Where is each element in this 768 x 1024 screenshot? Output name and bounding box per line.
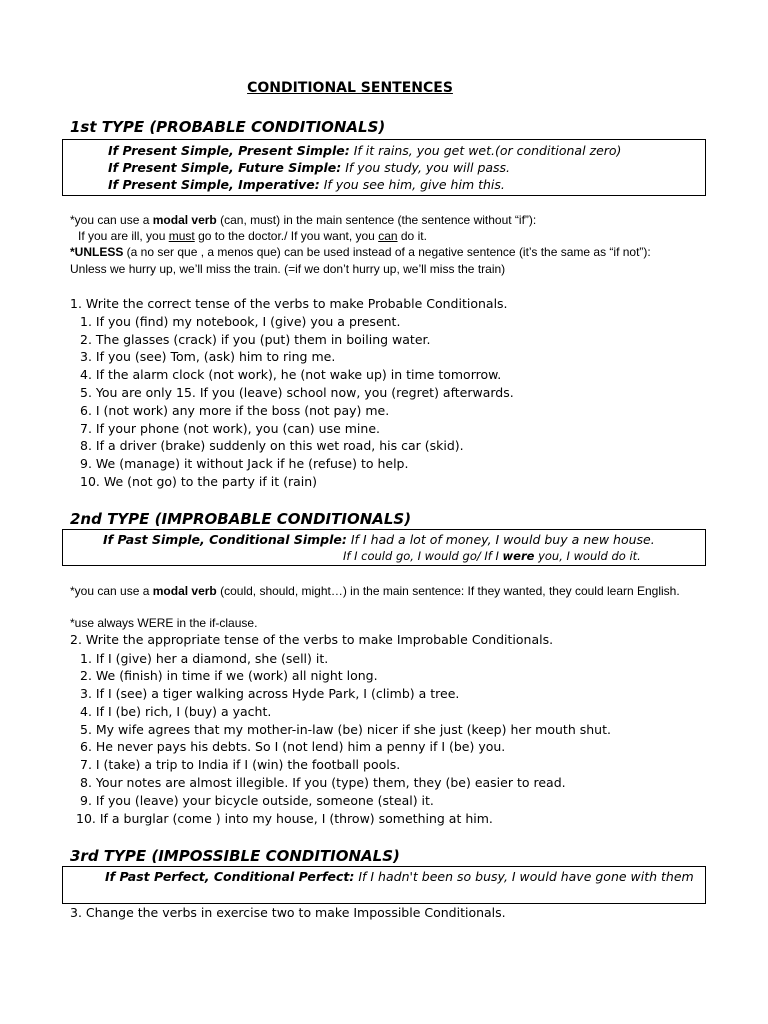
type3-heading: 3rd TYPE (IMPOSSIBLE CONDITIONALS) [70,847,400,865]
exercise-1-item: 6. I (not work) any more if the boss (not pay) me. [80,403,390,418]
exercise-2-item: 8. Your notes are almost illegible. If you (type) them, they (be) easier to read. [80,775,566,790]
type2-heading: 2nd TYPE (IMPROBABLE CONDITIONALS) [70,510,412,528]
exercise-2-item: 3. If I (see) a tiger walking across Hyde Park, I (climb) a tree. [80,686,460,701]
type3-rule: If Past Perfect, Conditional Perfect: If I hadn't been so busy, I would have gone with them [105,869,694,884]
exercise-1-item: 8. If a driver (brake) suddenly on this wet road, his car (skid). [80,438,464,453]
exercise-3-title: 3. Change the verbs in exercise two to make Impossible Conditionals. [70,905,506,920]
type1-heading: 1st TYPE (PROBABLE CONDITIONALS) [70,118,386,136]
exercise-1-item: 3. If you (see) Tom, (ask) him to ring me. [80,349,336,364]
type1-unless-note: *UNLESS (a no ser que , a menos que) can be used instead of a negative sentence (it’s the same as “if not”): [70,245,651,259]
exercise-2-item: 1. If I (give) her a diamond, she (sell) it. [80,651,329,666]
type1-rule-box [62,139,706,196]
exercise-1-title: 1. Write the correct tense of the verbs to make Probable Conditionals. [70,296,508,311]
exercise-1-item: 7. If your phone (not work), you (can) use mine. [80,421,380,436]
type2-rule: If Past Simple, Conditional Simple: If I had a lot of money, I would buy a new house. [103,532,655,547]
exercise-2-title: 2. Write the appropriate tense of the verbs to make Improbable Conditionals. [70,632,554,647]
document-title: CONDITIONAL SENTENCES [247,80,453,96]
type1-unless-example: Unless we hurry up, we’ll miss the train. (=if we don’t hurry up, we’ll miss the train) [70,262,506,276]
type2-rule-example: If I could go, I would go/ If I were you, I would do it. [343,549,641,563]
type1-modal-example: If you are ill, you must go to the doctor./ If you want, you can do it. [78,229,427,243]
exercise-2-item: 6. He never pays his debts. So I (not lend) him a penny if I (be) you. [80,739,506,754]
exercise-1-item: 2. The glasses (crack) if you (put) them in boiling water. [80,332,431,347]
exercise-2-item: 7. I (take) a trip to India if I (win) the football pools. [80,757,401,772]
exercise-2-item: 4. If I (be) rich, I (buy) a yacht. [80,704,272,719]
type2-modal-note: *you can use a modal verb (could, should, might…) in the main sentence: If they wanted, they could learn English. [70,584,680,598]
exercise-2-item: 10. If a burglar (come ) into my house, I (throw) something at him. [76,811,493,826]
exercise-2-item: 2. We (finish) in time if we (work) all night long. [80,668,378,683]
exercise-1-item: 4. If the alarm clock (not work), he (not wake up) in time tomorrow. [80,367,502,382]
exercise-1-item: 9. We (manage) it without Jack if he (refuse) to help. [80,456,409,471]
type1-rule-2: If Present Simple, Future Simple: If you study, you will pass. [108,160,511,175]
type1-rule-3: If Present Simple, Imperative: If you see him, give him this. [108,177,505,192]
exercise-1-item: 10. We (not go) to the party if it (rain) [80,474,318,489]
type2-were-note: *use always WERE in the if-clause. [70,616,258,630]
exercise-1-item: 1. If you (find) my notebook, I (give) you a present. [80,314,401,329]
type1-modal-note: *you can use a modal verb (can, must) in the main sentence (the sentence without “if”): [70,213,537,227]
type1-rule-1: If Present Simple, Present Simple: If it rains, you get wet.(or conditional zero) [108,143,622,158]
type3-rule-box [62,866,706,904]
type2-rule-box [62,529,706,566]
exercise-1-item: 5. You are only 15. If you (leave) school now, you (regret) afterwards. [80,385,514,400]
exercise-2-item: 9. If you (leave) your bicycle outside, someone (steal) it. [80,793,434,808]
exercise-2-item: 5. My wife agrees that my mother-in-law (be) nicer if she just (keep) her mouth shut. [80,722,611,737]
